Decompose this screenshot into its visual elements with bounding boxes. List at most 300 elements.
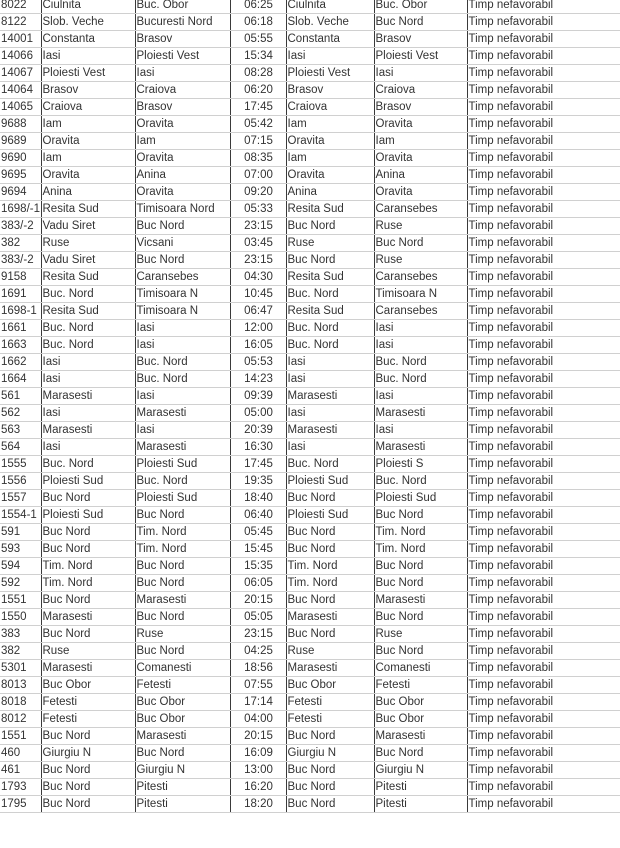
train-number-cell: 1793 (0, 779, 41, 796)
departure-time-cell: 15:34 (230, 48, 286, 65)
cancelled-from-cell: Buc Obor (286, 677, 374, 694)
origin-station-cell: Ploiesti Sud (41, 507, 135, 524)
table-row (0, 150, 620, 167)
destination-station-cell: Buc Nord (135, 575, 230, 592)
reason-cell: Timp nefavorabil (467, 745, 620, 762)
cancelled-from-cell: Ploiesti Vest (286, 65, 374, 82)
table-row (0, 507, 620, 524)
reason-cell: Timp nefavorabil (467, 201, 620, 218)
cancelled-from-cell: Buc Nord (286, 592, 374, 609)
cancelled-to-cell: Timisoara N (374, 286, 467, 303)
table-row (0, 82, 620, 99)
cancelled-from-cell: Resita Sud (286, 201, 374, 218)
reason-cell: Timp nefavorabil (467, 133, 620, 150)
table-row (0, 558, 620, 575)
cancelled-to-cell: Iasi (374, 65, 467, 82)
origin-station-cell: Buc Nord (41, 626, 135, 643)
reason-cell: Timp nefavorabil (467, 150, 620, 167)
train-number-cell: 1664 (0, 371, 41, 388)
origin-station-cell: Buc Nord (41, 524, 135, 541)
origin-station-cell: Marasesti (41, 388, 135, 405)
origin-station-cell: Buc Nord (41, 779, 135, 796)
departure-time-cell: 23:15 (230, 218, 286, 235)
table-row (0, 99, 620, 116)
cancelled-to-cell: Buc Nord (374, 14, 467, 31)
cancelled-from-cell: Buc Nord (286, 626, 374, 643)
cancelled-to-cell: Buc. Obor (374, 0, 467, 14)
origin-station-cell: Iam (41, 116, 135, 133)
destination-station-cell: Buc Nord (135, 252, 230, 269)
table-row (0, 405, 620, 422)
origin-station-cell: Brasov (41, 82, 135, 99)
origin-station-cell: Buc. Nord (41, 337, 135, 354)
cancelled-to-cell: Ruse (374, 252, 467, 269)
departure-time-cell: 17:14 (230, 694, 286, 711)
destination-station-cell: Ruse (135, 626, 230, 643)
origin-station-cell: Iasi (41, 354, 135, 371)
cancelled-from-cell: Ciulnita (286, 0, 374, 14)
destination-station-cell: Ploiesti Vest (135, 48, 230, 65)
destination-station-cell: Vicsani (135, 235, 230, 252)
departure-time-cell: 09:39 (230, 388, 286, 405)
train-number-cell: 1556 (0, 473, 41, 490)
reason-cell: Timp nefavorabil (467, 184, 620, 201)
cancelled-from-cell: Brasov (286, 82, 374, 99)
departure-time-cell: 05:42 (230, 116, 286, 133)
departure-time-cell: 03:45 (230, 235, 286, 252)
origin-station-cell: Iasi (41, 48, 135, 65)
table-row (0, 184, 620, 201)
departure-time-cell: 12:00 (230, 320, 286, 337)
train-number-cell: 461 (0, 762, 41, 779)
cancelled-from-cell: Ploiesti Sud (286, 507, 374, 524)
train-number-cell: 9690 (0, 150, 41, 167)
train-number-cell: 14066 (0, 48, 41, 65)
origin-station-cell: Marasesti (41, 422, 135, 439)
departure-time-cell: 05:05 (230, 609, 286, 626)
cancelled-from-cell: Buc Nord (286, 490, 374, 507)
table-row (0, 609, 620, 626)
departure-time-cell: 14:23 (230, 371, 286, 388)
departure-time-cell: 13:00 (230, 762, 286, 779)
cancelled-from-cell: Buc. Nord (286, 456, 374, 473)
table-row (0, 303, 620, 320)
cancelled-to-cell: Ruse (374, 218, 467, 235)
train-number-cell: 8022 (0, 0, 41, 14)
destination-station-cell: Buc Nord (135, 507, 230, 524)
departure-time-cell: 16:09 (230, 745, 286, 762)
cancelled-from-cell: Marasesti (286, 660, 374, 677)
cancelled-to-cell: Giurgiu N (374, 762, 467, 779)
destination-station-cell: Iasi (135, 320, 230, 337)
train-number-cell: 593 (0, 541, 41, 558)
train-number-cell: 383/-2 (0, 252, 41, 269)
table-row (0, 133, 620, 150)
table-row (0, 745, 620, 762)
cancelled-from-cell: Buc Nord (286, 796, 374, 813)
table-row (0, 167, 620, 184)
cancelled-from-cell: Buc Nord (286, 779, 374, 796)
departure-time-cell: 08:28 (230, 65, 286, 82)
table-row (0, 337, 620, 354)
destination-station-cell: Iasi (135, 337, 230, 354)
table-row (0, 65, 620, 82)
train-number-cell: 1662 (0, 354, 41, 371)
origin-station-cell: Buc. Nord (41, 456, 135, 473)
train-number-cell: 1698-1 (0, 303, 41, 320)
reason-cell: Timp nefavorabil (467, 660, 620, 677)
train-number-cell: 1557 (0, 490, 41, 507)
departure-time-cell: 09:20 (230, 184, 286, 201)
reason-cell: Timp nefavorabil (467, 405, 620, 422)
train-number-cell: 1698/-1 (0, 201, 41, 218)
cancelled-from-cell: Buc Nord (286, 524, 374, 541)
cancelled-from-cell: Marasesti (286, 609, 374, 626)
cancelled-to-cell: Buc Obor (374, 694, 467, 711)
reason-cell: Timp nefavorabil (467, 48, 620, 65)
origin-station-cell: Tim. Nord (41, 558, 135, 575)
destination-station-cell: Iam (135, 133, 230, 150)
departure-time-cell: 18:40 (230, 490, 286, 507)
origin-station-cell: Marasesti (41, 660, 135, 677)
reason-cell: Timp nefavorabil (467, 694, 620, 711)
origin-station-cell: Buc Nord (41, 490, 135, 507)
cancelled-to-cell: Comanesti (374, 660, 467, 677)
departure-time-cell: 18:56 (230, 660, 286, 677)
reason-cell: Timp nefavorabil (467, 762, 620, 779)
departure-time-cell: 23:15 (230, 626, 286, 643)
cancelled-from-cell: Iasi (286, 354, 374, 371)
cancelled-to-cell: Buc Nord (374, 558, 467, 575)
train-number-cell: 14064 (0, 82, 41, 99)
cancelled-to-cell: Iasi (374, 320, 467, 337)
departure-time-cell: 07:00 (230, 167, 286, 184)
reason-cell: Timp nefavorabil (467, 235, 620, 252)
table-row (0, 218, 620, 235)
origin-station-cell: Buc Nord (41, 796, 135, 813)
train-number-cell: 14065 (0, 99, 41, 116)
table-row (0, 422, 620, 439)
cancelled-to-cell: Buc Nord (374, 507, 467, 524)
cancelled-to-cell: Ploiesti Vest (374, 48, 467, 65)
reason-cell: Timp nefavorabil (467, 456, 620, 473)
destination-station-cell: Ploiesti Sud (135, 490, 230, 507)
cancelled-to-cell: Iasi (374, 337, 467, 354)
table-row (0, 694, 620, 711)
train-number-cell: 563 (0, 422, 41, 439)
reason-cell: Timp nefavorabil (467, 643, 620, 660)
train-number-cell: 382 (0, 643, 41, 660)
departure-time-cell: 07:55 (230, 677, 286, 694)
table-row (0, 626, 620, 643)
cancelled-from-cell: Constanta (286, 31, 374, 48)
table-row (0, 728, 620, 745)
cancelled-to-cell: Buc Nord (374, 745, 467, 762)
destination-station-cell: Oravita (135, 184, 230, 201)
departure-time-cell: 10:45 (230, 286, 286, 303)
origin-station-cell: Buc. Nord (41, 286, 135, 303)
table-row (0, 660, 620, 677)
departure-time-cell: 04:25 (230, 643, 286, 660)
origin-station-cell: Ciulnita (41, 0, 135, 14)
train-number-cell: 8013 (0, 677, 41, 694)
destination-station-cell: Buc. Nord (135, 473, 230, 490)
destination-station-cell: Iasi (135, 65, 230, 82)
destination-station-cell: Craiova (135, 82, 230, 99)
destination-station-cell: Timisoara N (135, 303, 230, 320)
reason-cell: Timp nefavorabil (467, 592, 620, 609)
destination-station-cell: Buc Obor (135, 694, 230, 711)
origin-station-cell: Ploiesti Vest (41, 65, 135, 82)
departure-time-cell: 05:45 (230, 524, 286, 541)
train-number-cell: 1663 (0, 337, 41, 354)
train-number-cell: 14067 (0, 65, 41, 82)
train-number-cell: 1691 (0, 286, 41, 303)
cancelled-from-cell: Iam (286, 150, 374, 167)
train-number-cell: 8012 (0, 711, 41, 728)
cancelled-to-cell: Buc. Nord (374, 371, 467, 388)
cancelled-from-cell: Fetesti (286, 694, 374, 711)
table-row (0, 677, 620, 694)
departure-time-cell: 06:47 (230, 303, 286, 320)
table-row (0, 439, 620, 456)
cancelled-to-cell: Caransebes (374, 303, 467, 320)
cancelled-from-cell: Slob. Veche (286, 14, 374, 31)
table-row (0, 48, 620, 65)
train-number-cell: 9689 (0, 133, 41, 150)
destination-station-cell: Caransebes (135, 269, 230, 286)
origin-station-cell: Resita Sud (41, 303, 135, 320)
departure-time-cell: 20:15 (230, 728, 286, 745)
destination-station-cell: Giurgiu N (135, 762, 230, 779)
train-number-cell: 561 (0, 388, 41, 405)
train-number-cell: 1795 (0, 796, 41, 813)
table-row (0, 643, 620, 660)
table-row (0, 286, 620, 303)
departure-time-cell: 17:45 (230, 99, 286, 116)
cancelled-to-cell: Marasesti (374, 728, 467, 745)
reason-cell: Timp nefavorabil (467, 354, 620, 371)
train-number-cell: 9694 (0, 184, 41, 201)
cancelled-to-cell: Iasi (374, 422, 467, 439)
cancelled-from-cell: Fetesti (286, 711, 374, 728)
reason-cell: Timp nefavorabil (467, 677, 620, 694)
departure-time-cell: 05:00 (230, 405, 286, 422)
departure-time-cell: 15:35 (230, 558, 286, 575)
cancelled-from-cell: Ruse (286, 643, 374, 660)
cancelled-to-cell: Buc Obor (374, 711, 467, 728)
reason-cell: Timp nefavorabil (467, 524, 620, 541)
reason-cell: Timp nefavorabil (467, 575, 620, 592)
train-number-cell: 592 (0, 575, 41, 592)
table-row (0, 31, 620, 48)
train-number-cell: 1551 (0, 728, 41, 745)
cancelled-from-cell: Buc. Nord (286, 320, 374, 337)
cancelled-to-cell: Marasesti (374, 439, 467, 456)
destination-station-cell: Oravita (135, 116, 230, 133)
departure-time-cell: 23:15 (230, 252, 286, 269)
cancelled-to-cell: Craiova (374, 82, 467, 99)
train-number-cell: 1550 (0, 609, 41, 626)
cancelled-from-cell: Marasesti (286, 388, 374, 405)
cancelled-to-cell: Marasesti (374, 592, 467, 609)
cancelled-to-cell: Brasov (374, 31, 467, 48)
cancelled-from-cell: Buc Nord (286, 541, 374, 558)
destination-station-cell: Anina (135, 167, 230, 184)
departure-time-cell: 16:20 (230, 779, 286, 796)
cancelled-to-cell: Iam (374, 133, 467, 150)
cancelled-from-cell: Tim. Nord (286, 575, 374, 592)
departure-time-cell: 06:20 (230, 82, 286, 99)
train-number-cell: 591 (0, 524, 41, 541)
train-number-cell: 14001 (0, 31, 41, 48)
cancelled-from-cell: Buc Nord (286, 252, 374, 269)
cancelled-from-cell: Oravita (286, 167, 374, 184)
destination-station-cell: Marasesti (135, 728, 230, 745)
destination-station-cell: Pitesti (135, 796, 230, 813)
destination-station-cell: Buc. Obor (135, 0, 230, 14)
reason-cell: Timp nefavorabil (467, 626, 620, 643)
origin-station-cell: Resita Sud (41, 269, 135, 286)
cancelled-to-cell: Caransebes (374, 269, 467, 286)
origin-station-cell: Buc Nord (41, 762, 135, 779)
cancelled-to-cell: Iasi (374, 388, 467, 405)
table-row (0, 473, 620, 490)
reason-cell: Timp nefavorabil (467, 473, 620, 490)
destination-station-cell: Buc Nord (135, 745, 230, 762)
origin-station-cell: Oravita (41, 167, 135, 184)
table-row (0, 269, 620, 286)
origin-station-cell: Tim. Nord (41, 575, 135, 592)
table-row (0, 235, 620, 252)
reason-cell: Timp nefavorabil (467, 31, 620, 48)
destination-station-cell: Iasi (135, 422, 230, 439)
departure-time-cell: 04:00 (230, 711, 286, 728)
departure-time-cell: 18:20 (230, 796, 286, 813)
table-row (0, 456, 620, 473)
origin-station-cell: Ruse (41, 235, 135, 252)
reason-cell: Timp nefavorabil (467, 507, 620, 524)
cancelled-from-cell: Iasi (286, 405, 374, 422)
table-row (0, 320, 620, 337)
table-row (0, 779, 620, 796)
cancelled-from-cell: Tim. Nord (286, 558, 374, 575)
cancelled-to-cell: Oravita (374, 150, 467, 167)
cancelled-from-cell: Giurgiu N (286, 745, 374, 762)
departure-time-cell: 06:40 (230, 507, 286, 524)
cancelled-to-cell: Marasesti (374, 405, 467, 422)
departure-time-cell: 07:15 (230, 133, 286, 150)
departure-time-cell: 16:30 (230, 439, 286, 456)
table-row (0, 490, 620, 507)
train-number-cell: 383 (0, 626, 41, 643)
origin-station-cell: Resita Sud (41, 201, 135, 218)
reason-cell: Timp nefavorabil (467, 439, 620, 456)
departure-time-cell: 20:15 (230, 592, 286, 609)
departure-time-cell: 16:05 (230, 337, 286, 354)
train-number-cell: 1661 (0, 320, 41, 337)
reason-cell: Timp nefavorabil (467, 371, 620, 388)
cancelled-from-cell: Buc Nord (286, 218, 374, 235)
reason-cell: Timp nefavorabil (467, 796, 620, 813)
departure-time-cell: 05:53 (230, 354, 286, 371)
cancelled-to-cell: Buc Nord (374, 609, 467, 626)
origin-station-cell: Marasesti (41, 609, 135, 626)
train-number-cell: 8018 (0, 694, 41, 711)
cancelled-to-cell: Caransebes (374, 201, 467, 218)
table-row (0, 762, 620, 779)
origin-station-cell: Fetesti (41, 694, 135, 711)
train-number-cell: 1554-1 (0, 507, 41, 524)
departure-time-cell: 06:25 (230, 0, 286, 14)
cancelled-from-cell: Resita Sud (286, 303, 374, 320)
destination-station-cell: Buc Nord (135, 558, 230, 575)
cancelled-from-cell: Buc Nord (286, 762, 374, 779)
destination-station-cell: Oravita (135, 150, 230, 167)
cancelled-from-cell: Ploiesti Sud (286, 473, 374, 490)
origin-station-cell: Slob. Veche (41, 14, 135, 31)
origin-station-cell: Buc Obor (41, 677, 135, 694)
cancelled-to-cell: Tim. Nord (374, 524, 467, 541)
origin-station-cell: Iasi (41, 405, 135, 422)
train-number-cell: 460 (0, 745, 41, 762)
cancelled-from-cell: Buc Nord (286, 728, 374, 745)
train-number-cell: 8122 (0, 14, 41, 31)
train-number-cell: 9158 (0, 269, 41, 286)
cancelled-to-cell: Oravita (374, 184, 467, 201)
table-row (0, 388, 620, 405)
train-number-cell: 5301 (0, 660, 41, 677)
reason-cell: Timp nefavorabil (467, 167, 620, 184)
cancelled-to-cell: Buc Nord (374, 575, 467, 592)
table-row (0, 14, 620, 31)
destination-station-cell: Buc. Nord (135, 354, 230, 371)
origin-station-cell: Iasi (41, 371, 135, 388)
table-row (0, 201, 620, 218)
reason-cell: Timp nefavorabil (467, 337, 620, 354)
departure-time-cell: 05:33 (230, 201, 286, 218)
origin-station-cell: Oravita (41, 133, 135, 150)
departure-time-cell: 05:55 (230, 31, 286, 48)
origin-station-cell: Vadu Siret (41, 218, 135, 235)
reason-cell: Timp nefavorabil (467, 286, 620, 303)
destination-station-cell: Tim. Nord (135, 524, 230, 541)
origin-station-cell: Ruse (41, 643, 135, 660)
origin-station-cell: Buc Nord (41, 592, 135, 609)
origin-station-cell: Craiova (41, 99, 135, 116)
origin-station-cell: Ploiesti Sud (41, 473, 135, 490)
destination-station-cell: Comanesti (135, 660, 230, 677)
destination-station-cell: Marasesti (135, 592, 230, 609)
table-row (0, 541, 620, 558)
departure-time-cell: 06:18 (230, 14, 286, 31)
destination-station-cell: Ploiesti Sud (135, 456, 230, 473)
origin-station-cell: Anina (41, 184, 135, 201)
reason-cell: Timp nefavorabil (467, 609, 620, 626)
cancelled-to-cell: Oravita (374, 116, 467, 133)
origin-station-cell: Giurgiu N (41, 745, 135, 762)
cancelled-from-cell: Ruse (286, 235, 374, 252)
reason-cell: Timp nefavorabil (467, 320, 620, 337)
departure-time-cell: 04:30 (230, 269, 286, 286)
reason-cell: Timp nefavorabil (467, 269, 620, 286)
destination-station-cell: Buc Nord (135, 218, 230, 235)
cancelled-from-cell: Resita Sud (286, 269, 374, 286)
departure-time-cell: 17:45 (230, 456, 286, 473)
reason-cell: Timp nefavorabil (467, 711, 620, 728)
reason-cell: Timp nefavorabil (467, 99, 620, 116)
reason-cell: Timp nefavorabil (467, 14, 620, 31)
